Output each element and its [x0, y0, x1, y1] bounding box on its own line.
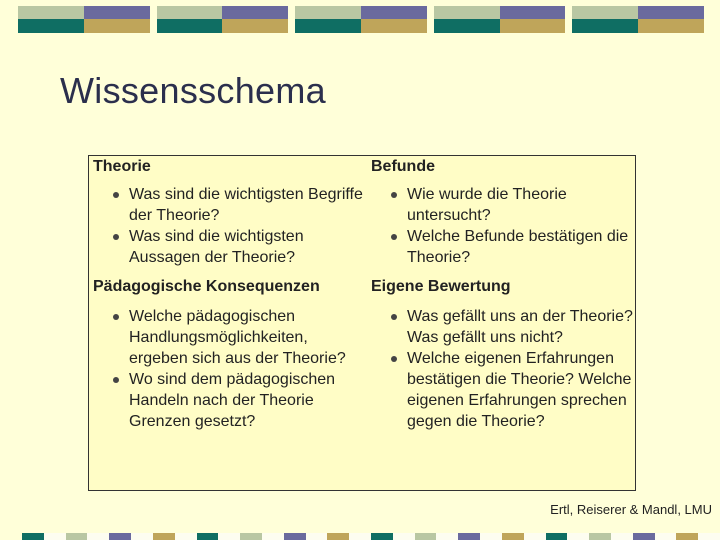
section-heading-konsequenzen: Pädagogische Konsequenzen — [93, 278, 320, 295]
right-column — [371, 156, 641, 432]
section-heading-bewertung: Eigene Bewertung — [371, 278, 511, 295]
left-column — [93, 156, 363, 432]
list-item: Was sind die wichtigsten Aussagen der Theorie? — [93, 226, 363, 268]
slide-title: Wissensschema — [60, 70, 326, 111]
list-item: Was sind die wichtigsten Begriffe der Theorie? — [93, 184, 363, 226]
konsequenzen-list — [93, 306, 363, 432]
deco-block — [157, 6, 289, 33]
knowledge-schema-box — [88, 155, 636, 491]
credit-line: Ertl, Reiserer & Mandl, LMU — [550, 502, 712, 517]
top-decorative-band — [18, 6, 704, 33]
deco-block — [572, 6, 704, 33]
list-item: Wie wurde die Theorie untersucht? — [371, 184, 641, 226]
section-heading-theorie: Theorie — [93, 158, 151, 175]
deco-block — [434, 6, 566, 33]
list-item: Wo sind dem pädagogischen Handeln nach der Theorie Grenzen gesetzt? — [93, 369, 363, 432]
befunde-list — [371, 184, 641, 268]
list-item: Welche pädagogischen Handlungsmöglichkeiten, ergeben sich aus der Theorie? — [93, 306, 363, 369]
theorie-list — [93, 184, 363, 268]
section-heading-befunde: Befunde — [371, 158, 435, 175]
deco-block — [18, 6, 150, 33]
bottom-decorative-band — [22, 533, 720, 540]
deco-block — [295, 6, 427, 33]
list-item: Was gefällt uns an der Theorie? Was gefällt uns nicht? — [371, 306, 641, 348]
list-item: Welche Befunde bestätigen die Theorie? — [371, 226, 641, 268]
list-item: Welche eigenen Erfahrungen bestätigen die Theorie? Welche eigenen Erfahrungen sprechen gegen die Theorie? — [371, 348, 641, 432]
bewertung-list — [371, 306, 641, 432]
